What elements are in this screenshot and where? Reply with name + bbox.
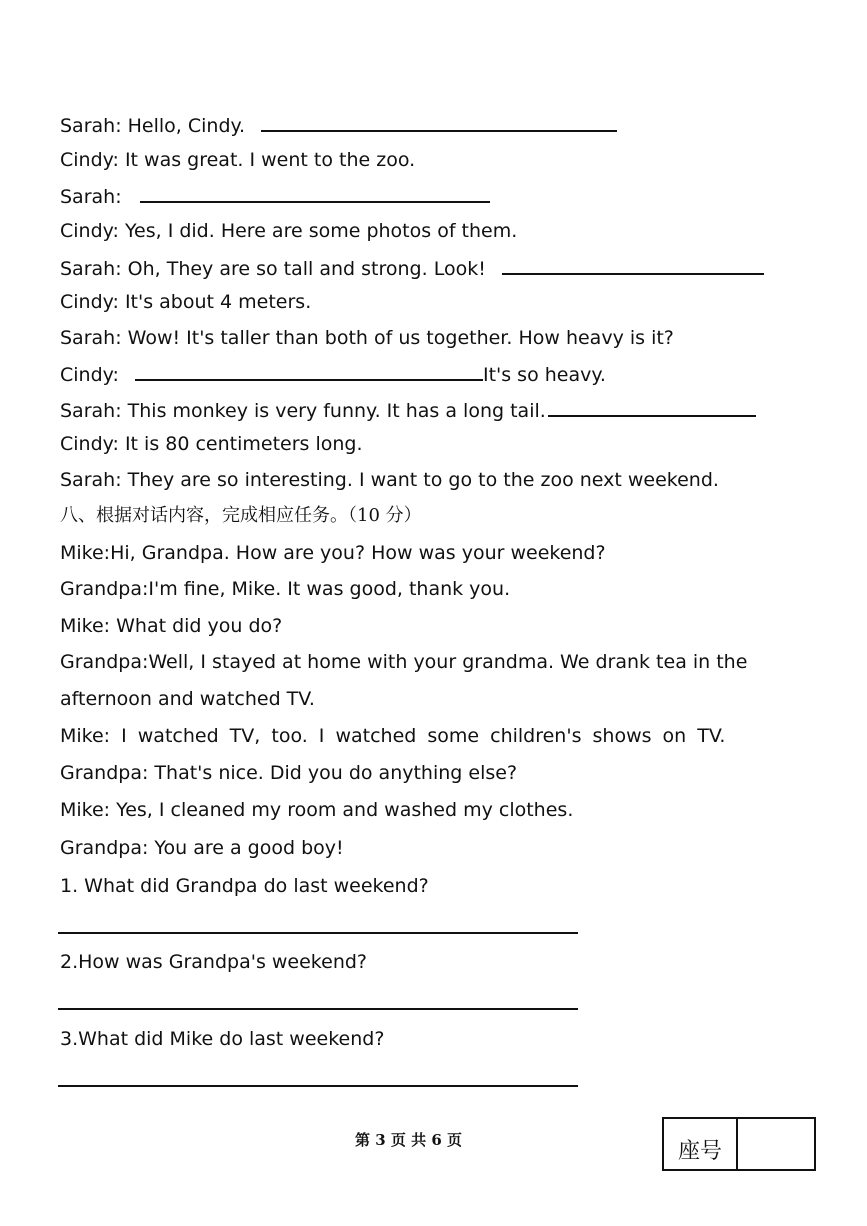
dialogue-text: Sarah: This monkey is very funny. It has a long tail. xyxy=(60,400,546,422)
dialogue-line-9 xyxy=(60,397,756,423)
section-heading: 八、根据对话内容，完成相应任务。（10 分） xyxy=(60,505,422,526)
dialogue-line-5 xyxy=(60,255,764,281)
dialogue-line-2 xyxy=(60,148,415,172)
dialogue-text: Cindy: It is 80 centimeters long. xyxy=(60,433,363,455)
passage-line: Mike:Hi, Grandpa. How are you? How was your weekend? xyxy=(60,542,606,564)
answer-line-3[interactable] xyxy=(58,1085,578,1087)
passage-line: Grandpa: You are a good boy! xyxy=(60,837,344,859)
dialogue-text: Sarah: They are so interesting. I want to go to the zoo next weekend. xyxy=(60,469,719,491)
passage-line: Mike: What did you do? xyxy=(60,615,283,637)
passage-line: Grandpa: That's nice. Did you do anything else? xyxy=(60,762,518,784)
fill-blank[interactable] xyxy=(502,255,764,275)
passage-line: Grandpa:Well, I stayed at home with your grandma. We drank tea in the xyxy=(60,651,748,673)
dialogue-text: Sarah: Wow! It's taller than both of us together. How heavy is it? xyxy=(60,327,674,349)
answer-line-2[interactable] xyxy=(58,1008,578,1010)
passage-line: Grandpa:I'm fine, Mike. It was good, thank you. xyxy=(60,578,511,600)
fill-blank[interactable] xyxy=(135,361,483,381)
dialogue-text: Cindy: It was great. I went to the zoo. xyxy=(60,149,416,171)
passage-line: afternoon and watched TV. xyxy=(60,688,315,710)
passage-line: Mike: Yes, I cleaned my room and washed my clothes. xyxy=(60,799,574,821)
dialogue-text: Sarah: Hello, Cindy. xyxy=(60,115,246,137)
question-1: 1. What did Grandpa do last weekend? xyxy=(60,875,429,897)
answer-line-1[interactable] xyxy=(58,932,578,934)
seat-number-field[interactable] xyxy=(738,1119,814,1169)
dialogue-line-3 xyxy=(60,183,490,209)
fill-blank[interactable] xyxy=(548,397,756,417)
dialogue-text-after: It's so heavy. xyxy=(482,364,606,386)
page-footer: 第 3 页 共 6 页 xyxy=(355,1131,462,1149)
dialogue-line-8 xyxy=(60,361,606,387)
dialogue-text: Cindy: Yes, I did. Here are some photos of them. xyxy=(60,220,518,242)
dialogue-text: Sarah: Oh, They are so tall and strong. Look! xyxy=(60,258,486,280)
dialogue-line-11 xyxy=(60,468,719,492)
dialogue-text: Cindy: xyxy=(60,364,119,386)
passage-line: Mike: I watched TV, too. I watched some children's shows on TV. xyxy=(60,725,726,747)
dialogue-text: Sarah: xyxy=(60,186,122,208)
dialogue-line-7 xyxy=(60,326,674,350)
fill-blank[interactable] xyxy=(261,112,617,132)
dialogue-line-1 xyxy=(60,112,617,138)
dialogue-line-10 xyxy=(60,432,363,456)
seat-label: 座号 xyxy=(664,1119,738,1169)
dialogue-text: Cindy: It's about 4 meters. xyxy=(60,291,312,313)
question-3: 3.What did Mike do last weekend? xyxy=(60,1028,385,1050)
fill-blank[interactable] xyxy=(140,183,490,203)
dialogue-line-4 xyxy=(60,219,517,243)
dialogue-line-6 xyxy=(60,290,311,314)
seat-number-box xyxy=(662,1117,816,1171)
question-2: 2.How was Grandpa's weekend? xyxy=(60,951,368,973)
